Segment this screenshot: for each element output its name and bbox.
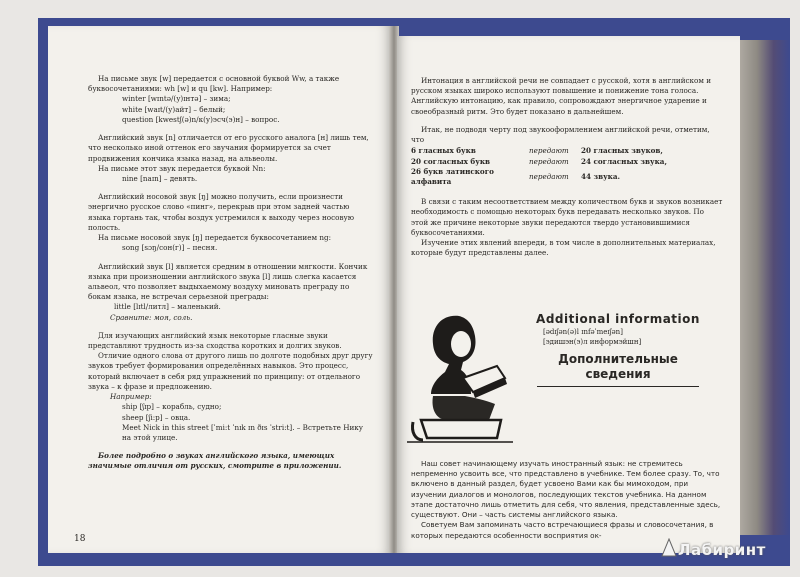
paragraph: Для изучающих английский язык некоторые гласные звуки представляют трудность из-за сходства коротких и долгих звуков. <box>88 330 342 351</box>
paragraph: Английский звук [n] отличается от его русского аналога [н] лишь тем, что несколько иной оттенок его звучания формируется за счет продвижения кончика языка назад, на альвеолы. <box>88 133 369 163</box>
additional-information-box <box>519 310 717 387</box>
table-cell: 20 согласных букв <box>411 156 491 166</box>
box-title: Additional information <box>536 312 700 326</box>
paragraph: На письме этот звук передается буквой Nn: <box>98 163 266 173</box>
spacer <box>88 254 373 262</box>
transcription-russian: [эдишэн(э)л информэйшн] <box>543 338 642 346</box>
table-cell: передают <box>529 171 569 181</box>
example-line: sheep [ʃi:p] – овца. <box>122 412 191 422</box>
table-cell: 26 букв латинского алфавита <box>411 166 494 186</box>
right-page <box>397 36 740 553</box>
spacer <box>88 323 373 331</box>
table-row <box>411 157 667 167</box>
table-cell: 44 звука. <box>581 171 621 181</box>
table-cell: 24 согласных звука, <box>581 156 667 166</box>
table-row <box>411 146 667 156</box>
table-cell: 20 гласных звуков, <box>581 146 663 156</box>
table-cell: передают <box>529 156 569 166</box>
table-cell: 6 гласных букв <box>411 146 476 156</box>
left-page-text <box>88 74 373 472</box>
paragraph: Изучение этих явлений впереди, в том числе в дополнительных материалах, которые будут представлены далее. <box>411 238 716 258</box>
spacer <box>88 184 373 192</box>
box-subtitle-line: Дополнительные <box>558 352 678 366</box>
example-line: winter [wɪntə/(у)ɪнтə] – зима; <box>122 94 231 104</box>
divider <box>537 386 699 387</box>
reading-woman-illustration <box>401 308 519 448</box>
paragraph: Итак, не подводя черту под звукооформлением английской речи, отметим, что <box>411 124 710 145</box>
example-line: white [waɪt/(у)айт] – белый; <box>122 104 226 114</box>
spacer <box>88 125 373 133</box>
watermark: Лабиринт <box>678 541 766 559</box>
letters-sounds-table <box>411 146 667 187</box>
paragraph: Сравните: моя, соль. <box>110 312 193 322</box>
box-subtitle <box>519 352 717 382</box>
spacer <box>88 443 373 451</box>
paragraph: Более подробно о звуках английского языка, имеющих значимые отличия от русских, смотрите в приложении. <box>88 451 342 471</box>
paragraph: Интонация в английской речи не совпадает с русской, хотя в английском и русском языках широко используют повышение и понижение тона голоса. Английскую интонацию, как правило, сопровождают энергичное ударение и своеобразный ритм. Это будет показано в дальнейшем. <box>411 76 711 116</box>
paragraph: Отличие одного слова от другого лишь по долготе подобных друг другу звуков требует формирования определённых навыков. Это процесс, который включает в себя ряд упражнений по принципу: от отдельного звука – к фразе и предложению. <box>88 351 373 391</box>
page-number: 18 <box>74 534 86 544</box>
box-subtitle-line: сведения <box>585 367 651 381</box>
example-line: nine [naɪn] – девять. <box>122 173 198 183</box>
example-line: Meet Nick in this street [ˈmi:t ˈnɪk ɪn ðɪs ˈstri:t]. – Встретьте Нику на этой улице. <box>122 422 364 442</box>
paragraph: Например: <box>110 392 152 402</box>
labyrinth-logo-icon <box>660 538 678 558</box>
page-edges <box>735 40 790 535</box>
table-row <box>411 167 667 187</box>
paragraph: Советуем Вам запоминать часто встречающиеся фразы и словосочетания, в которых передаются особенности восприятия ок- <box>411 520 714 540</box>
paragraph: Английский звук [l] является средним в отношении мягкости. Кончик языка при произношении английского звука [l] лишь слегка касается альвеол, что позволяет выдыхаемому воздуху миновать преграду по бокам языка, не встречая серьезной преграды: <box>88 261 368 302</box>
example-line: ship [ʃɪp] – корабль, судно; <box>122 402 222 412</box>
transcription-ipa: [ədɪʃən(ə)l ɪnfəˈmeɪʃən] <box>543 328 623 336</box>
table-cell: передают <box>529 146 569 156</box>
example-line: song [sɔŋ/сон(г)] – песня. <box>122 243 218 253</box>
example-line: question [kwestʃ(ə)n/к(у)эсч(э)н] – вопрос. <box>122 114 280 124</box>
paragraph: На письме носовой звук [ŋ] передается буквосочетанием ng: <box>98 233 331 243</box>
example-line: little [lɪtl/литл] – маленький. <box>114 302 221 312</box>
right-page-top-text <box>411 76 723 259</box>
paragraph: В связи с таким несоответствием между количеством букв и звуков возникает необходимость с помощью некоторых букв передавать несколько звуков. По этой же причине некоторые звуки передаются твердо установившимися буквосочетаниями. <box>411 197 723 237</box>
paragraph: Наш совет начинающему изучать иностранный язык: не стремитесь непременно усвоить все, что представлено в учебнике. Тем более сразу. То, что включено в данный раздел, будет усвоено Вами как бы мимоходом, при изучении диалогов и монологов, последующих текстов учебника. На данном этапе достаточно лишь отметить для себя, что явления, представленные здесь, существуют. Они – часть системы английского языка. <box>411 459 721 520</box>
advice-text <box>411 459 723 541</box>
left-page <box>48 26 391 553</box>
paragraph: На письме звук [w] передается с основной буквой Ww, а также буквосочетаниями: wh [w] и qu [kw]. Например: <box>88 74 340 94</box>
paragraph: Английский носовой звук [ŋ] можно получить, если произнести энергично русское слово «пинг», перекрыв при этом задней частью языка гортань так, чтобы воздух устремился к выходу через носовую полость. <box>88 192 354 232</box>
